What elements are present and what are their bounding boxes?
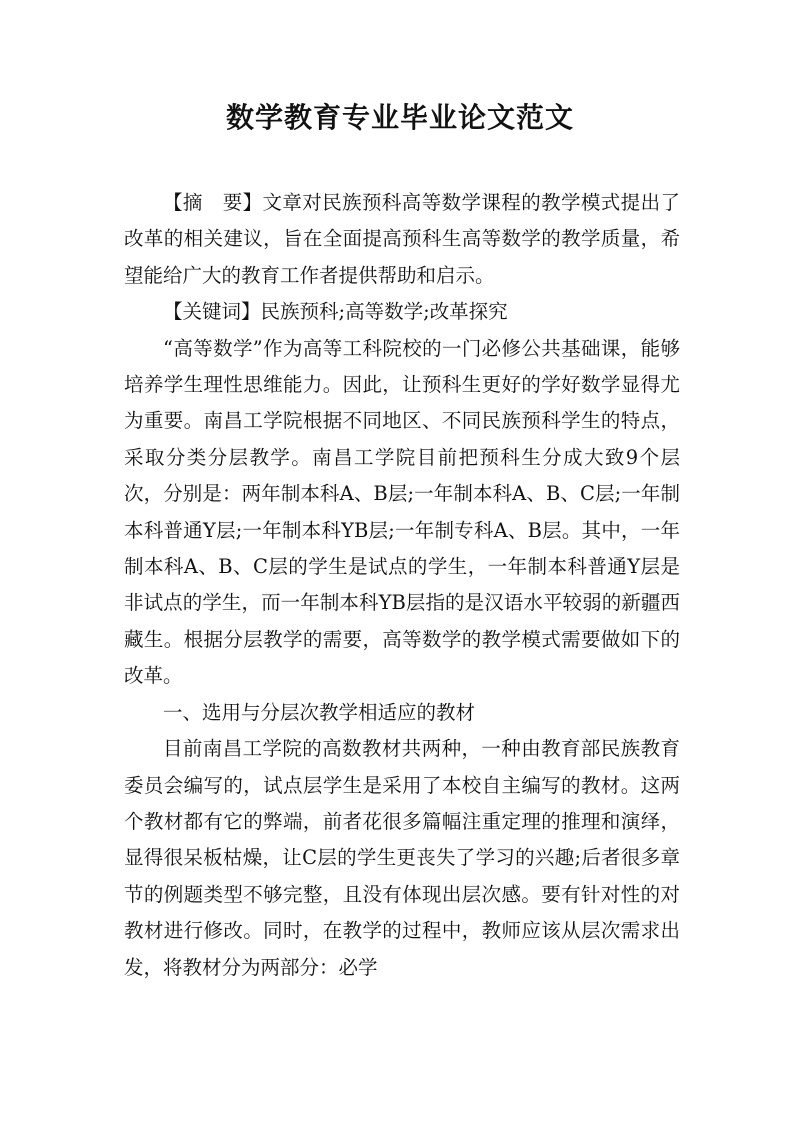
abstract-paragraph: 【摘 要】文章对民族预科高等数学课程的教学模式提出了改革的相关建议，旨在全面提高预科生高等数学的教学质量，希望能给广大的教育工作者提供帮助和启示。 xyxy=(124,191,680,287)
section-paragraph: 目前南昌工学院的高数教材共两种，一种由教育部民族教育委员会编写的，试点层学生是采用了本校自主编写的教材。这两个教材都有它的弊端，前者花很多篇幅注重定理的推理和演绎，显得很呆板枯燥，让C层的学生更丧失了学习的兴趣;后者很多章节的例题类型不够完整，且没有体现出层次感。要有针对性的对教材进行修改。同时，在教学的过程中，教师应该从层次需求出发，将教材分为两部分：必学 xyxy=(124,737,680,979)
document-body xyxy=(124,185,680,986)
section-heading: 一、选用与分层次教学相适应的教材 xyxy=(163,700,476,724)
intro-paragraph: “高等数学”作为高等工科院校的一门必修公共基础课，能够培养学生理性思维能力。因此，让预科生更好的学好数学显得尤为重要。南昌工学院根据不同地区、不同民族预科学生的特点，采取分类分层教学。南昌工学院目前把预科生分成大致9个层次，分别是：两年制本科A、B层;一年制本科A、B、C层;一年制本科普通Y层;一年制本科YB层;一年制专科A、B层。其中，一年制本科A、B、C层的学生是试点的学生，一年制本科普通Y层是非试点的学生，而一年制本科YB层指的是汉语水平较弱的新疆西藏生。根据分层教学的需要，高等数学的教学模式需要做如下的改革。 xyxy=(124,336,680,688)
document-title: 数学教育专业毕业论文范文 xyxy=(225,101,574,134)
keywords-paragraph: 【关键词】民族预科;高等数学;改革探究 xyxy=(163,300,508,324)
